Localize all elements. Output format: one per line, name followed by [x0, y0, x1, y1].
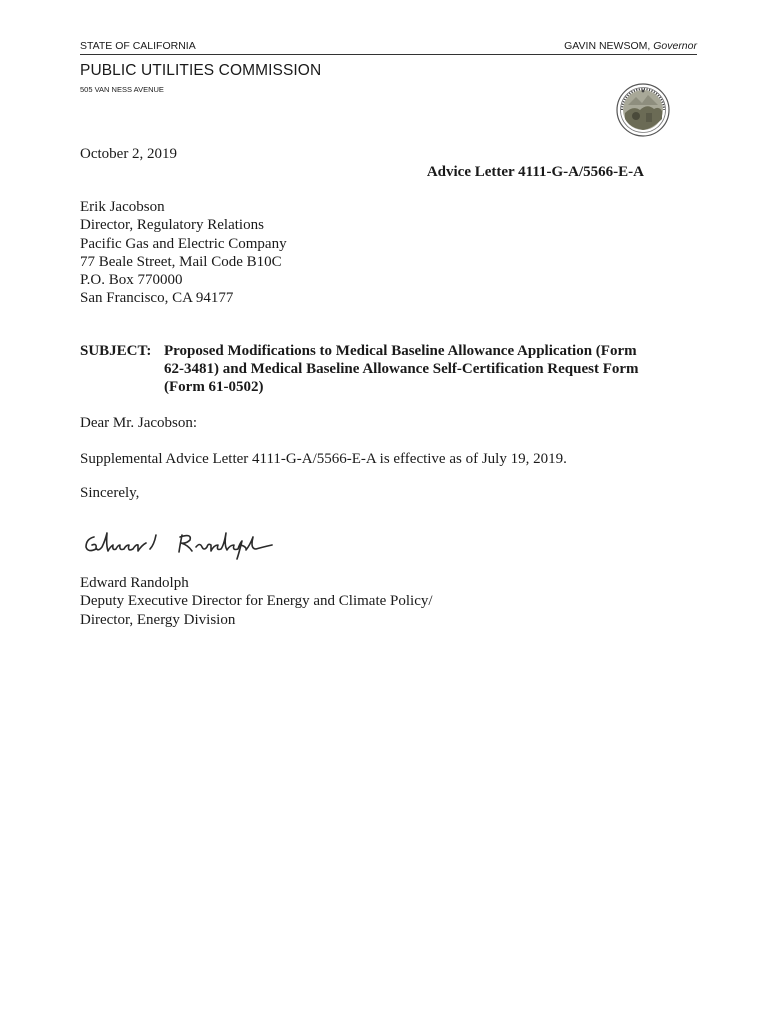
- advice-letter-number: Advice Letter 4111-G-A/5566-E-A: [426, 164, 644, 180]
- recipient-city: San Francisco, CA 94177: [80, 290, 234, 307]
- closing: Sincerely,: [80, 485, 140, 501]
- letter-date: October 2, 2019: [80, 146, 178, 162]
- subject-line: Proposed Modifications to Medical Baseline Allowance Application (Form: [164, 343, 637, 359]
- recipient-company: Pacific Gas and Electric Company: [80, 235, 287, 252]
- recipient-street: 77 Beale Street, Mail Code B10C: [80, 253, 282, 270]
- governor-line: [564, 40, 697, 52]
- subject-text: [164, 342, 664, 397]
- subject-line: (Form 61-0502): [164, 379, 264, 396]
- agency-address: 505 VAN NESS AVENUE: [80, 85, 164, 94]
- signer-title: Deputy Executive Director for Energy and Climate Policy/: [80, 593, 433, 610]
- recipient-po-box: P.O. Box 770000: [80, 272, 183, 289]
- recipient-address-block: [80, 198, 287, 308]
- letterhead-top-row: [80, 40, 697, 54]
- governor-name: GAVIN NEWSOM,: [564, 40, 651, 52]
- subject-label: SUBJECT:: [80, 343, 152, 359]
- signer-division: Director, Energy Division: [80, 611, 236, 628]
- handwritten-signature-icon: [80, 525, 280, 561]
- subject-line: 62-3481) and Medical Baseline Allowance Self-Certification Request Form: [164, 361, 639, 378]
- letter-body: Supplemental Advice Letter 4111-G-A/5566-E-A is effective as of July 19, 2019.: [80, 451, 567, 467]
- letterhead-divider: [80, 54, 697, 55]
- signer-block: [80, 574, 433, 629]
- governor-title: Governor: [653, 40, 697, 52]
- recipient-name: Erik Jacobson: [80, 199, 165, 215]
- signer-name: Edward Randolph: [80, 575, 189, 591]
- recipient-title: Director, Regulatory Relations: [80, 217, 264, 234]
- state-name: STATE OF CALIFORNIA: [80, 40, 196, 52]
- salutation: Dear Mr. Jacobson:: [80, 415, 198, 431]
- california-state-seal-icon: [616, 83, 670, 137]
- agency-name: PUBLIC UTILITIES COMMISSION: [80, 62, 322, 79]
